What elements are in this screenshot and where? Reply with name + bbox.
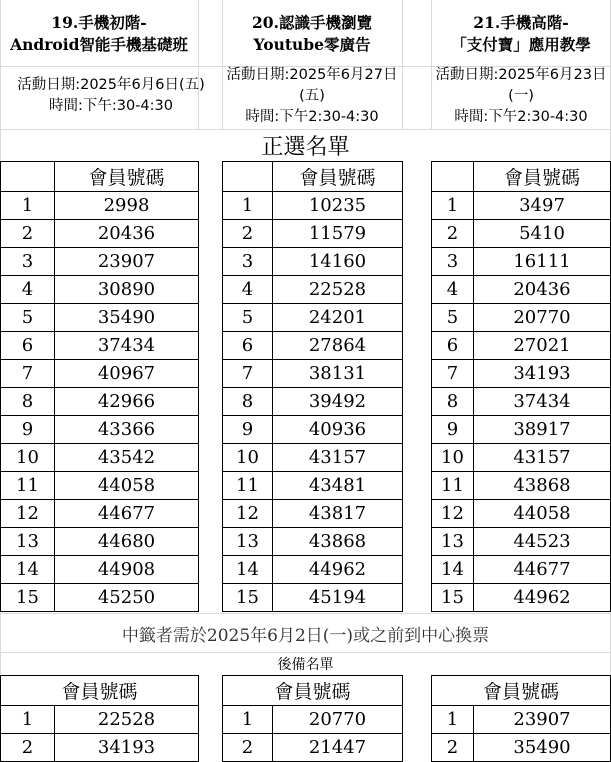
row-index: 3 (223, 248, 273, 276)
member-number: 20770 (474, 304, 611, 332)
row-index: 7 (223, 360, 273, 388)
row-index: 7 (1, 360, 55, 388)
activity-title-line: 「支付寶」應用教學 (451, 35, 591, 54)
row-index: 9 (1, 416, 55, 444)
activity-19-schedule (0, 72, 222, 120)
member-no-header: 會員號碼 (474, 162, 611, 192)
table-row (432, 332, 611, 360)
table-row (223, 706, 403, 734)
row-index: 1 (223, 706, 273, 734)
table-row (432, 472, 611, 500)
member-number: 5410 (474, 220, 611, 248)
row-index: 8 (223, 388, 273, 416)
main-list-table-20 (222, 161, 403, 612)
table-row (432, 416, 611, 444)
row-index: 2 (1, 220, 55, 248)
row-index: 9 (432, 416, 474, 444)
member-number: 43817 (273, 500, 403, 528)
main-list-title: 正選名單 (261, 135, 350, 160)
activity-weekday: (一) (508, 87, 534, 104)
index-header (1, 162, 55, 192)
table-row (223, 248, 403, 276)
table-row (223, 388, 403, 416)
member-number: 44680 (55, 528, 199, 556)
row-index: 10 (223, 444, 273, 472)
member-no-header: 會員號碼 (55, 162, 199, 192)
row-index: 1 (1, 706, 55, 734)
activity-title-line: 21.手機高階- (473, 13, 569, 32)
activity-21-title (431, 6, 611, 62)
row-index: 12 (1, 500, 55, 528)
activity-weekday: (五) (299, 87, 325, 104)
row-index: 11 (1, 472, 55, 500)
row-index: 1 (432, 706, 474, 734)
main-list-table-19 (0, 161, 199, 612)
row-index: 5 (1, 304, 55, 332)
row-index: 2 (223, 220, 273, 248)
member-number: 45250 (55, 584, 199, 612)
table-row (432, 734, 611, 762)
member-number: 10235 (273, 192, 403, 220)
member-number: 14160 (273, 248, 403, 276)
table-row (1, 388, 199, 416)
table-row (1, 276, 199, 304)
activity-title-line: 20.認識手機瀏覽 (252, 13, 372, 32)
table-row (432, 444, 611, 472)
member-number: 34193 (55, 734, 199, 762)
member-number: 42966 (55, 388, 199, 416)
table-row (432, 388, 611, 416)
table-row (223, 416, 403, 444)
table-header-row (223, 676, 403, 706)
grid-line (402, 0, 403, 130)
row-index: 14 (432, 556, 474, 584)
member-number: 44962 (273, 556, 403, 584)
backup-list-table-21 (431, 675, 611, 762)
table-row (1, 500, 199, 528)
member-no-header: 會員號碼 (432, 676, 611, 706)
row-index: 5 (432, 304, 474, 332)
table-row (432, 528, 611, 556)
member-number: 16111 (474, 248, 611, 276)
collection-notice: 中籤者需於2025年6月2日(一)或之前到中心換票 (121, 625, 490, 646)
row-index: 13 (223, 528, 273, 556)
table-header-row (1, 162, 199, 192)
activity-19-title (0, 6, 198, 62)
backup-list-table-20 (222, 675, 403, 762)
member-number: 35490 (55, 304, 199, 332)
member-number: 30890 (55, 276, 199, 304)
table-row (432, 220, 611, 248)
member-number: 27864 (273, 332, 403, 360)
member-number: 44962 (474, 584, 611, 612)
row-index: 15 (223, 584, 273, 612)
member-number: 40967 (55, 360, 199, 388)
activity-date: 活動日期:2025年6月23日 (435, 66, 607, 83)
member-number: 43157 (474, 444, 611, 472)
row-index: 3 (432, 248, 474, 276)
table-row (1, 332, 199, 360)
row-index: 8 (432, 388, 474, 416)
member-number: 21447 (273, 734, 403, 762)
row-index: 4 (223, 276, 273, 304)
activity-title-line: 19.手機初階- (51, 13, 147, 32)
backup-list-title: 後備名單 (277, 657, 334, 673)
row-index: 11 (432, 472, 474, 500)
row-index: 13 (432, 528, 474, 556)
table-row (223, 360, 403, 388)
row-index: 4 (1, 276, 55, 304)
table-row (1, 416, 199, 444)
row-index: 12 (223, 500, 273, 528)
activity-time: 時間:下午2:30-4:30 (245, 108, 379, 125)
activity-date: 活動日期:2025年6月6日(五) (17, 77, 205, 93)
member-number: 23907 (55, 248, 199, 276)
table-row (432, 706, 611, 734)
row-index: 6 (223, 332, 273, 360)
table-row (1, 248, 199, 276)
activity-title-line: Youtube零廣告 (253, 35, 371, 54)
table-header-row (432, 162, 611, 192)
table-row (223, 332, 403, 360)
table-row (223, 276, 403, 304)
member-number: 20436 (474, 276, 611, 304)
table-row (432, 360, 611, 388)
table-header-row (432, 676, 611, 706)
table-row (432, 248, 611, 276)
main-list-table-21 (431, 161, 611, 612)
table-row (223, 304, 403, 332)
member-number: 43868 (273, 528, 403, 556)
row-index: 1 (432, 192, 474, 220)
row-index: 10 (1, 444, 55, 472)
table-row (1, 734, 199, 762)
table-row (1, 360, 199, 388)
member-number: 45194 (273, 584, 403, 612)
table-row (1, 192, 199, 220)
backup-list-table-19 (0, 675, 199, 762)
table-row (223, 500, 403, 528)
member-number: 44677 (55, 500, 199, 528)
member-number: 20436 (55, 220, 199, 248)
row-index: 2 (223, 734, 273, 762)
index-header (223, 162, 273, 192)
table-row (1, 304, 199, 332)
row-index: 1 (223, 192, 273, 220)
table-row (1, 584, 199, 612)
row-index: 2 (432, 220, 474, 248)
member-no-header: 會員號碼 (223, 676, 403, 706)
member-number: 3497 (474, 192, 611, 220)
member-no-header: 會員號碼 (1, 676, 199, 706)
table-row (432, 276, 611, 304)
activity-20-schedule (222, 64, 402, 128)
member-number: 43157 (273, 444, 403, 472)
table-row (432, 500, 611, 528)
row-index: 3 (1, 248, 55, 276)
member-number: 40936 (273, 416, 403, 444)
row-index: 12 (432, 500, 474, 528)
member-number: 24201 (273, 304, 403, 332)
row-index: 7 (432, 360, 474, 388)
table-row (223, 528, 403, 556)
row-index: 11 (223, 472, 273, 500)
activity-time: 時間:下午2:30-4:30 (454, 108, 588, 125)
row-index: 2 (1, 734, 55, 762)
member-number: 38131 (273, 360, 403, 388)
table-row (223, 444, 403, 472)
activity-title-line: Android智能手機基礎班 (10, 35, 188, 54)
activity-20-title (222, 6, 402, 62)
member-number: 34193 (474, 360, 611, 388)
row-index: 1 (1, 192, 55, 220)
row-index: 15 (1, 584, 55, 612)
row-index: 15 (432, 584, 474, 612)
table-row (223, 734, 403, 762)
row-index: 14 (1, 556, 55, 584)
table-row (223, 192, 403, 220)
member-number: 37434 (55, 332, 199, 360)
row-index: 6 (1, 332, 55, 360)
table-row (432, 304, 611, 332)
index-header (432, 162, 474, 192)
table-row (1, 556, 199, 584)
member-number: 22528 (273, 276, 403, 304)
row-index: 9 (223, 416, 273, 444)
member-number: 44908 (55, 556, 199, 584)
member-number: 43542 (55, 444, 199, 472)
row-index: 13 (1, 528, 55, 556)
table-header-row (1, 676, 199, 706)
row-index: 6 (432, 332, 474, 360)
row-index: 4 (432, 276, 474, 304)
table-header-row (223, 162, 403, 192)
member-number: 2998 (55, 192, 199, 220)
member-number: 11579 (273, 220, 403, 248)
activity-21-schedule (431, 64, 611, 128)
member-no-header: 會員號碼 (273, 162, 403, 192)
activity-time: 時間:下午:30-4:30 (48, 98, 173, 114)
member-number: 37434 (474, 388, 611, 416)
member-number: 43868 (474, 472, 611, 500)
member-number: 44058 (55, 472, 199, 500)
member-number: 38917 (474, 416, 611, 444)
table-row (1, 706, 199, 734)
table-row (223, 220, 403, 248)
row-index: 14 (223, 556, 273, 584)
member-number: 43366 (55, 416, 199, 444)
member-number: 44523 (474, 528, 611, 556)
table-row (223, 584, 403, 612)
table-row (223, 556, 403, 584)
member-number: 23907 (474, 706, 611, 734)
row-index: 8 (1, 388, 55, 416)
activity-date: 活動日期:2025年6月27日 (226, 66, 398, 83)
table-row (432, 556, 611, 584)
row-index: 2 (432, 734, 474, 762)
member-number: 22528 (55, 706, 199, 734)
row-index: 5 (223, 304, 273, 332)
member-number: 43481 (273, 472, 403, 500)
table-row (1, 472, 199, 500)
row-index: 10 (432, 444, 474, 472)
member-number: 27021 (474, 332, 611, 360)
member-number: 39492 (273, 388, 403, 416)
table-row (1, 220, 199, 248)
table-row (432, 192, 611, 220)
table-row (1, 444, 199, 472)
table-row (1, 528, 199, 556)
member-number: 35490 (474, 734, 611, 762)
member-number: 44058 (474, 500, 611, 528)
table-row (432, 584, 611, 612)
member-number: 20770 (273, 706, 403, 734)
member-number: 44677 (474, 556, 611, 584)
table-row (223, 472, 403, 500)
